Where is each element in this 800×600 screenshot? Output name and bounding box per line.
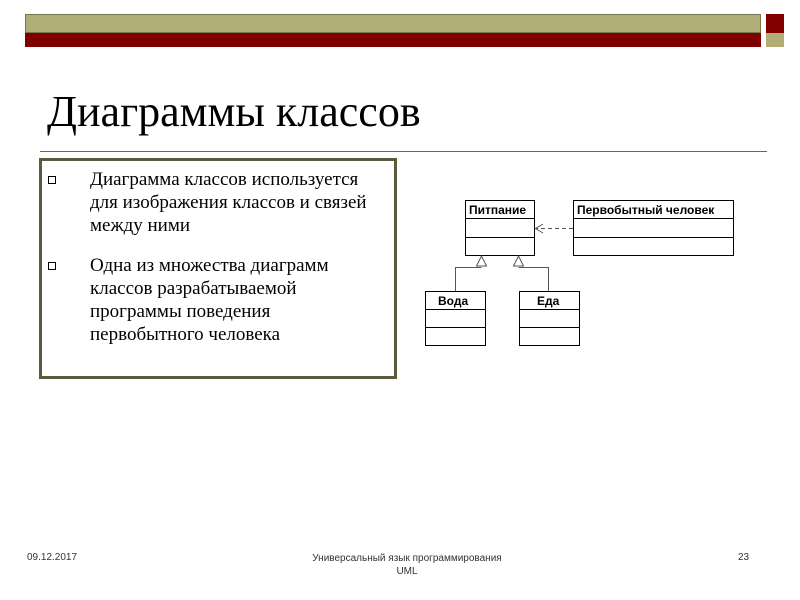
- footer-title: [290, 552, 524, 578]
- dependency-arrow: [536, 224, 574, 233]
- bullet-text-1: Диаграмма классов используется для изображения классов и связей между ними: [90, 169, 367, 236]
- class-name-primitive-man: Первобытный человек: [577, 203, 715, 217]
- class-name-water: Вода: [438, 294, 469, 308]
- footer-title-line2: UML: [396, 566, 418, 577]
- slide-title: Диаграммы классов: [47, 87, 421, 136]
- generalization-food: [514, 256, 549, 291]
- class-name-nutrition: Питпание: [469, 203, 527, 217]
- class-name-food: Еда: [537, 294, 560, 308]
- generalization-water: [456, 256, 487, 291]
- footer-page-number: 23: [738, 552, 750, 563]
- footer-title-line1: Универсальный язык программирования: [312, 553, 502, 564]
- footer-date: 09.12.2017: [27, 552, 78, 563]
- bullet-text-2: Одна из множества диаграмм классов разрабатываемой программы поведения первобытного человека: [90, 255, 329, 345]
